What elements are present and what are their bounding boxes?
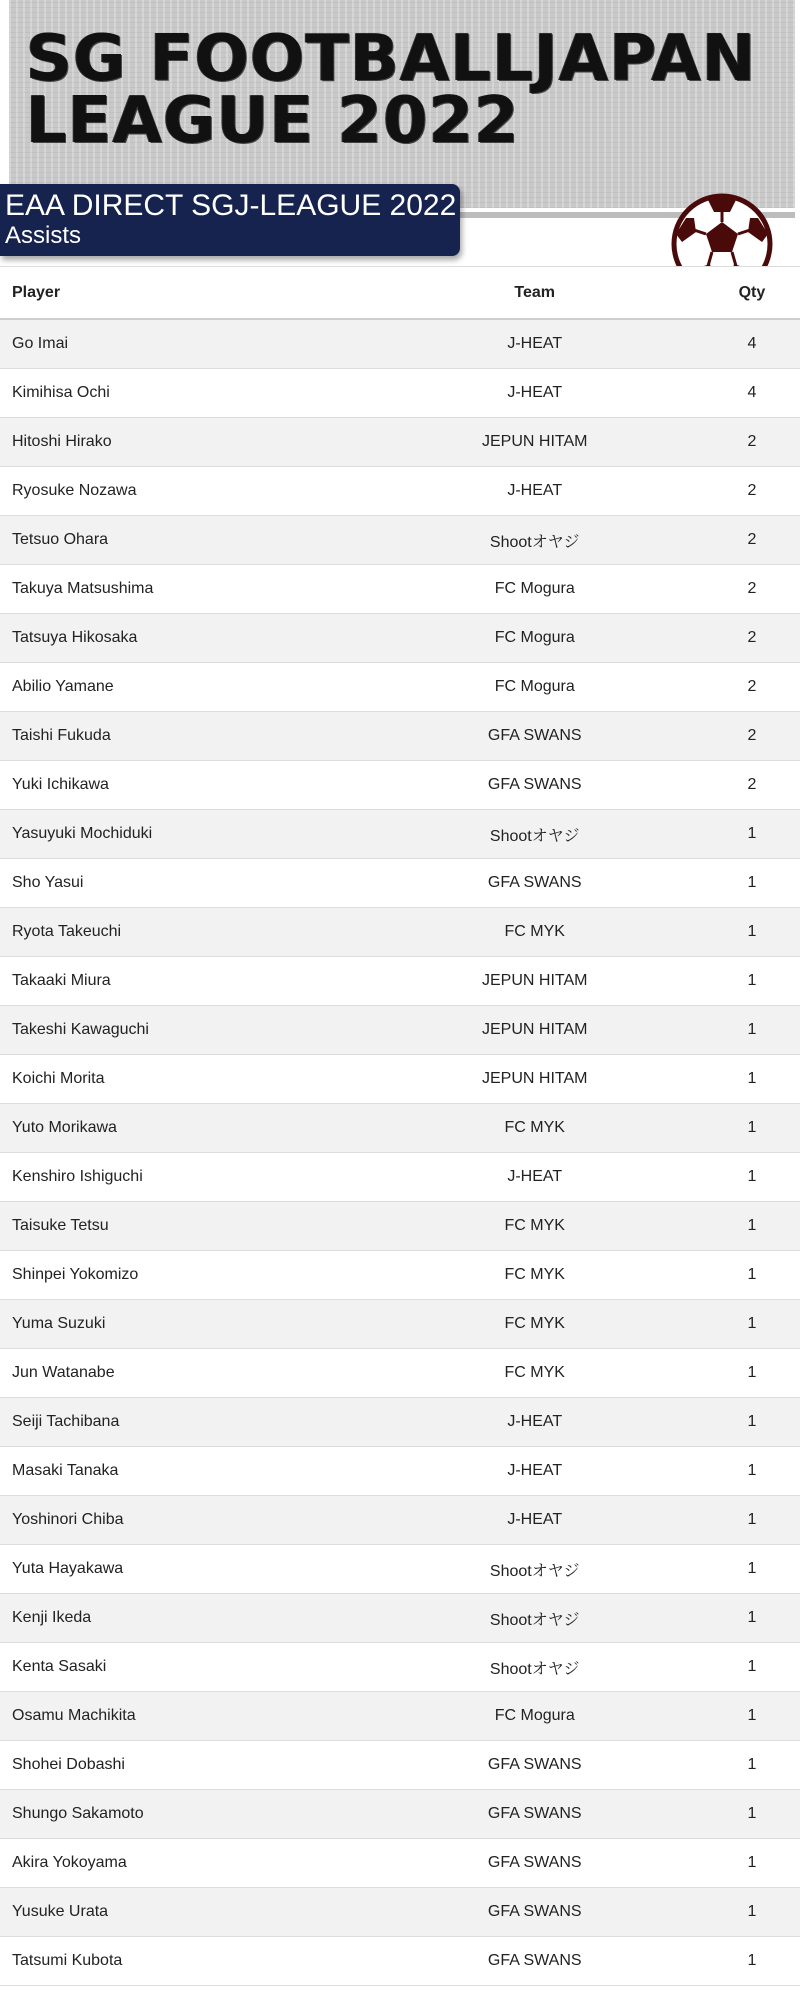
team-cell: FC Mogura xyxy=(366,1692,704,1741)
team-cell: J-HEAT xyxy=(366,369,704,418)
qty-cell: 1 xyxy=(704,1251,800,1300)
qty-cell: 1 xyxy=(704,810,800,859)
player-cell: Sho Yasui xyxy=(0,859,366,908)
table-row xyxy=(0,614,800,663)
table-row xyxy=(0,1741,800,1790)
table-row xyxy=(0,1202,800,1251)
qty-cell: 2 xyxy=(704,516,800,565)
column-header-team[interactable]: Team xyxy=(366,267,704,320)
player-cell: Taisuke Tetsu xyxy=(0,1202,366,1251)
team-cell: Shootオヤジ xyxy=(366,516,704,565)
player-cell: Tatsuya Hikosaka xyxy=(0,614,366,663)
column-header-player[interactable]: Player xyxy=(0,267,366,320)
qty-cell: 1 xyxy=(704,1447,800,1496)
player-cell: Go Imai xyxy=(0,319,366,369)
soccer-ball-icon xyxy=(670,192,774,266)
table-row xyxy=(0,1300,800,1349)
player-cell: Takuya Matsushima xyxy=(0,565,366,614)
qty-cell: 1 xyxy=(704,1888,800,1937)
team-cell: J-HEAT xyxy=(366,1153,704,1202)
qty-cell: 1 xyxy=(704,1643,800,1692)
team-cell: GFA SWANS xyxy=(366,1937,704,1986)
qty-cell: 4 xyxy=(704,319,800,369)
banner-title xyxy=(26,22,786,158)
team-cell: FC MYK xyxy=(366,1251,704,1300)
team-cell: FC MYK xyxy=(366,908,704,957)
player-cell: Ryota Takeuchi xyxy=(0,908,366,957)
team-cell: FC Mogura xyxy=(366,614,704,663)
player-cell: Akira Yokoyama xyxy=(0,1839,366,1888)
player-cell: Yuma Suzuki xyxy=(0,1300,366,1349)
player-cell: Jun Watanabe xyxy=(0,1349,366,1398)
table-row xyxy=(0,1251,800,1300)
team-cell: FC MYK xyxy=(366,1349,704,1398)
qty-cell: 2 xyxy=(704,663,800,712)
team-cell: Shootオヤジ xyxy=(366,1545,704,1594)
qty-cell: 1 xyxy=(704,1202,800,1251)
player-cell: Taishi Fukuda xyxy=(0,712,366,761)
qty-cell: 1 xyxy=(704,1790,800,1839)
qty-cell: 2 xyxy=(704,614,800,663)
table-row xyxy=(0,859,800,908)
table-row xyxy=(0,761,800,810)
qty-cell: 1 xyxy=(704,1741,800,1790)
team-cell: J-HEAT xyxy=(366,467,704,516)
table-row xyxy=(0,1643,800,1692)
qty-cell: 1 xyxy=(704,908,800,957)
player-cell: Tatsumi Kubota xyxy=(0,1937,366,1986)
team-cell: GFA SWANS xyxy=(366,1741,704,1790)
player-cell: Yasuyuki Mochiduki xyxy=(0,810,366,859)
table-header-row xyxy=(0,267,800,320)
banner-title-line1: SG FOOTBALLJAPAN xyxy=(26,22,757,96)
team-cell: GFA SWANS xyxy=(366,1839,704,1888)
table-row xyxy=(0,1398,800,1447)
player-cell: Yuki Ichikawa xyxy=(0,761,366,810)
league-label xyxy=(0,184,460,256)
team-cell: J-HEAT xyxy=(366,1398,704,1447)
table-row xyxy=(0,1349,800,1398)
team-cell: GFA SWANS xyxy=(366,761,704,810)
qty-cell: 1 xyxy=(704,1300,800,1349)
qty-cell: 1 xyxy=(704,1398,800,1447)
table-row xyxy=(0,369,800,418)
team-cell: GFA SWANS xyxy=(366,712,704,761)
qty-cell: 2 xyxy=(704,418,800,467)
qty-cell: 1 xyxy=(704,1349,800,1398)
team-cell: FC MYK xyxy=(366,1300,704,1349)
table-row xyxy=(0,467,800,516)
table-row xyxy=(0,1104,800,1153)
qty-cell: 1 xyxy=(704,1055,800,1104)
table-row xyxy=(0,908,800,957)
table-row xyxy=(0,1153,800,1202)
table-row xyxy=(0,319,800,369)
player-cell: Shungo Sakamoto xyxy=(0,1790,366,1839)
player-cell: Shohei Dobashi xyxy=(0,1741,366,1790)
table-row xyxy=(0,1496,800,1545)
player-cell: Seiji Tachibana xyxy=(0,1398,366,1447)
stat-category: Assists xyxy=(5,222,82,249)
table-body xyxy=(0,319,800,1986)
qty-cell: 2 xyxy=(704,565,800,614)
table-row xyxy=(0,810,800,859)
team-cell: FC Mogura xyxy=(366,663,704,712)
player-cell: Yusuke Urata xyxy=(0,1888,366,1937)
table-row xyxy=(0,663,800,712)
team-cell: J-HEAT xyxy=(366,1496,704,1545)
table-row xyxy=(0,1055,800,1104)
player-cell: Osamu Machikita xyxy=(0,1692,366,1741)
table-row xyxy=(0,1692,800,1741)
table-row xyxy=(0,1545,800,1594)
table-row xyxy=(0,1937,800,1986)
team-cell: Shootオヤジ xyxy=(366,1643,704,1692)
banner-title-line2: LEAGUE 2022 xyxy=(26,84,520,158)
qty-cell: 1 xyxy=(704,1153,800,1202)
qty-cell: 4 xyxy=(704,369,800,418)
qty-cell: 1 xyxy=(704,859,800,908)
qty-cell: 1 xyxy=(704,1545,800,1594)
team-cell: FC MYK xyxy=(366,1104,704,1153)
player-cell: Kimihisa Ochi xyxy=(0,369,366,418)
player-cell: Shinpei Yokomizo xyxy=(0,1251,366,1300)
table-row xyxy=(0,565,800,614)
team-cell: J-HEAT xyxy=(366,319,704,369)
team-cell: JEPUN HITAM xyxy=(366,418,704,467)
table-row xyxy=(0,1594,800,1643)
team-cell: FC Mogura xyxy=(366,565,704,614)
team-cell: J-HEAT xyxy=(366,1447,704,1496)
player-cell: Takaaki Miura xyxy=(0,957,366,1006)
league-name: EAA DIRECT SGJ-LEAGUE 2022 xyxy=(5,189,457,222)
team-cell: JEPUN HITAM xyxy=(366,957,704,1006)
assists-table xyxy=(0,266,800,1986)
table-row xyxy=(0,418,800,467)
qty-cell: 1 xyxy=(704,1104,800,1153)
table-row xyxy=(0,1790,800,1839)
qty-cell: 1 xyxy=(704,1937,800,1986)
team-cell: Shootオヤジ xyxy=(366,1594,704,1643)
qty-cell: 1 xyxy=(704,1006,800,1055)
qty-cell: 2 xyxy=(704,467,800,516)
qty-cell: 1 xyxy=(704,1692,800,1741)
player-cell: Yoshinori Chiba xyxy=(0,1496,366,1545)
team-cell: JEPUN HITAM xyxy=(366,1006,704,1055)
qty-cell: 2 xyxy=(704,712,800,761)
team-cell: Shootオヤジ xyxy=(366,810,704,859)
table-row xyxy=(0,712,800,761)
player-cell: Kenta Sasaki xyxy=(0,1643,366,1692)
player-cell: Kenji Ikeda xyxy=(0,1594,366,1643)
player-cell: Abilio Yamane xyxy=(0,663,366,712)
player-cell: Ryosuke Nozawa xyxy=(0,467,366,516)
table-row xyxy=(0,957,800,1006)
qty-cell: 2 xyxy=(704,761,800,810)
player-cell: Yuta Hayakawa xyxy=(0,1545,366,1594)
team-cell: JEPUN HITAM xyxy=(366,1055,704,1104)
player-cell: Tetsuo Ohara xyxy=(0,516,366,565)
table-row xyxy=(0,1839,800,1888)
player-cell: Masaki Tanaka xyxy=(0,1447,366,1496)
qty-cell: 1 xyxy=(704,957,800,1006)
qty-cell: 1 xyxy=(704,1839,800,1888)
table-row xyxy=(0,516,800,565)
table-row xyxy=(0,1006,800,1055)
team-cell: FC MYK xyxy=(366,1202,704,1251)
player-cell: Kenshiro Ishiguchi xyxy=(0,1153,366,1202)
player-cell: Takeshi Kawaguchi xyxy=(0,1006,366,1055)
column-header-qty[interactable]: Qty xyxy=(704,267,800,320)
qty-cell: 1 xyxy=(704,1594,800,1643)
team-cell: GFA SWANS xyxy=(366,1790,704,1839)
player-cell: Koichi Morita xyxy=(0,1055,366,1104)
team-cell: GFA SWANS xyxy=(366,1888,704,1937)
team-cell: GFA SWANS xyxy=(366,859,704,908)
player-cell: Yuto Morikawa xyxy=(0,1104,366,1153)
table-row xyxy=(0,1888,800,1937)
qty-cell: 1 xyxy=(704,1496,800,1545)
table-row xyxy=(0,1447,800,1496)
player-cell: Hitoshi Hirako xyxy=(0,418,366,467)
